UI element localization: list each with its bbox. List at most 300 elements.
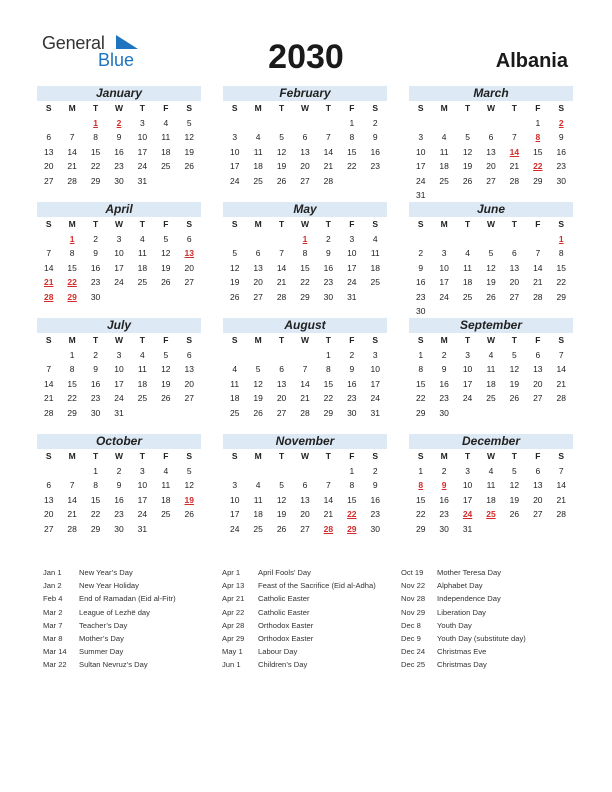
weekday-label: M — [68, 451, 76, 461]
day-cell: 30 — [114, 175, 124, 186]
day-cell: 28 — [43, 407, 54, 418]
holiday-entry — [222, 632, 376, 645]
week-row — [223, 391, 387, 406]
day-cell: 26 — [253, 407, 263, 418]
weekday-header — [37, 101, 201, 116]
day-cell: 10 — [462, 364, 473, 374]
day-cell: 12 — [509, 364, 520, 374]
empty-day-cell — [479, 116, 502, 131]
day-cell: 7 — [512, 132, 517, 142]
day-cell: 31 — [462, 523, 473, 534]
weekday-label: W — [486, 219, 495, 229]
weekday-label: T — [511, 219, 517, 229]
day-cell: 4 — [163, 465, 169, 476]
empty-day-cell — [154, 406, 177, 421]
weekday-label: S — [558, 335, 565, 345]
day-cell: 4 — [488, 465, 494, 476]
day-cell: 16 — [90, 378, 101, 389]
empty-day-cell — [246, 464, 269, 479]
day-cell: 11 — [439, 146, 449, 157]
week-row — [37, 507, 201, 522]
month-title: March — [409, 86, 573, 101]
holiday-date: Mar 2 — [43, 607, 63, 617]
weekday-label: S — [186, 335, 193, 345]
weekday-label: W — [486, 335, 495, 345]
empty-day-cell — [223, 232, 246, 247]
empty-day-cell — [317, 464, 340, 479]
empty-day-cell — [479, 232, 502, 247]
week-row — [409, 348, 573, 363]
day-cell: 17 — [415, 161, 426, 171]
day-cell: 21 — [67, 509, 77, 519]
day-cell: 5 — [465, 132, 470, 142]
day-cell: 30 — [90, 407, 101, 418]
week-row — [37, 362, 201, 377]
logo-text-blue: Blue — [98, 50, 135, 70]
day-cell: 2 — [349, 349, 355, 360]
empty-day-cell — [37, 464, 60, 479]
weekday-label: T — [464, 103, 471, 113]
day-cell: 1 — [418, 349, 424, 360]
day-cell: 5 — [279, 480, 284, 490]
weekday-label: T — [139, 219, 145, 229]
day-cell: 26 — [184, 161, 194, 171]
day-cell: 3 — [116, 233, 122, 244]
weekday-label: T — [92, 335, 99, 345]
empty-day-cell — [154, 290, 177, 305]
holiday-day-cell: 1 — [69, 233, 75, 244]
weekday-label: M — [440, 451, 448, 461]
day-cell: 18 — [137, 262, 148, 273]
day-cell: 27 — [184, 393, 194, 403]
day-cell: 19 — [253, 393, 263, 403]
holiday-date: Nov 22 — [401, 581, 426, 591]
month-title: September — [409, 318, 573, 333]
holiday-name: Feast of the Sacrifice (Eid al-Adha) — [258, 581, 376, 591]
week-row — [409, 478, 573, 493]
day-cell: 16 — [90, 262, 101, 273]
empty-day-cell — [340, 174, 363, 189]
day-cell: 16 — [323, 262, 334, 273]
weekday-label: F — [163, 219, 169, 229]
holiday-day-cell: 24 — [462, 509, 473, 519]
holiday-date: Apr 22 — [222, 607, 245, 617]
day-cell: 17 — [229, 509, 240, 519]
weekday-label: W — [300, 335, 309, 345]
day-cell: 9 — [116, 480, 122, 490]
holiday-name: Orthodox Easter — [258, 620, 314, 630]
day-cell: 18 — [161, 494, 171, 505]
day-cell: 26 — [486, 291, 496, 302]
day-cell: 18 — [462, 277, 473, 287]
empty-day-cell — [131, 406, 154, 421]
week-row — [409, 130, 573, 145]
day-cell: 23 — [439, 509, 449, 519]
empty-day-cell — [154, 522, 177, 537]
day-cell: 18 — [439, 161, 449, 171]
weekday-label: S — [45, 335, 52, 345]
holiday-date: Jan 2 — [43, 581, 62, 591]
day-cell: 6 — [255, 248, 261, 258]
day-cell: 30 — [439, 523, 449, 534]
day-cell: 25 — [253, 523, 263, 534]
empty-day-cell — [479, 406, 502, 421]
day-cell: 17 — [137, 494, 148, 505]
day-cell: 8 — [558, 248, 564, 258]
day-cell: 15 — [323, 378, 334, 389]
holiday-entry — [401, 579, 526, 592]
day-cell: 4 — [488, 349, 494, 360]
day-cell: 11 — [137, 364, 147, 374]
day-cell: 2 — [441, 465, 447, 476]
day-cell: 14 — [43, 262, 54, 273]
day-cell: 21 — [323, 161, 334, 171]
day-cell: 20 — [43, 509, 54, 519]
day-cell: 14 — [276, 262, 287, 273]
day-cell: 14 — [556, 364, 566, 374]
weekday-label: S — [231, 219, 238, 229]
weekday-label: T — [325, 451, 331, 461]
day-cell: 16 — [114, 146, 124, 157]
holiday-name: End of Ramadan (Eid al-Fitr) — [79, 594, 176, 604]
holiday-column-1 — [43, 566, 176, 672]
day-cell: 25 — [229, 407, 240, 418]
week-row — [223, 246, 387, 261]
weekday-header — [37, 217, 201, 232]
day-cell: 23 — [370, 161, 380, 171]
month-title: July — [37, 318, 201, 333]
day-cell: 3 — [349, 233, 355, 244]
day-cell: 27 — [300, 175, 310, 186]
weekday-label: S — [417, 451, 424, 461]
day-cell: 10 — [462, 480, 473, 490]
day-cell: 15 — [300, 262, 310, 273]
day-cell: 24 — [415, 175, 426, 186]
week-row — [223, 507, 387, 522]
day-cell: 4 — [372, 233, 378, 244]
empty-day-cell — [154, 174, 177, 189]
day-cell: 26 — [276, 523, 287, 534]
day-cell: 24 — [347, 277, 357, 287]
empty-day-cell — [456, 188, 479, 203]
day-cell: 27 — [253, 291, 263, 302]
empty-day-cell — [456, 406, 479, 421]
day-cell: 30 — [370, 523, 380, 534]
day-cell: 13 — [184, 364, 194, 374]
day-cell: 9 — [93, 248, 98, 258]
empty-day-cell — [270, 232, 293, 247]
day-cell: 6 — [46, 132, 52, 142]
empty-day-cell — [293, 464, 316, 479]
holiday-entry — [401, 632, 526, 645]
weekday-header — [223, 449, 387, 464]
day-cell: 28 — [300, 407, 310, 418]
week-row — [409, 246, 573, 261]
holiday-date: Apr 29 — [222, 633, 245, 643]
day-cell: 19 — [509, 378, 520, 389]
week-row — [409, 275, 573, 290]
day-cell: 18 — [161, 146, 171, 157]
day-cell: 11 — [161, 132, 171, 142]
day-cell: 10 — [137, 132, 148, 142]
holiday-name: Teacher’s Day — [79, 620, 128, 630]
day-cell: 27 — [43, 523, 54, 534]
day-cell: 20 — [509, 277, 520, 287]
weekday-label: T — [325, 219, 331, 229]
month-april — [37, 202, 201, 304]
week-row — [37, 348, 201, 363]
day-cell: 16 — [370, 146, 380, 157]
holiday-name: Youth Day — [437, 620, 472, 630]
week-row — [37, 130, 201, 145]
day-cell: 21 — [509, 161, 520, 171]
day-cell: 23 — [347, 393, 357, 403]
weekday-label: T — [464, 219, 471, 229]
empty-day-cell — [432, 116, 455, 131]
day-cell: 3 — [232, 132, 238, 142]
day-cell: 20 — [184, 262, 194, 273]
week-row — [37, 261, 201, 276]
holiday-name: Liberation Day — [437, 607, 486, 617]
day-cell: 3 — [116, 349, 122, 360]
day-cell: 5 — [488, 248, 494, 258]
day-cell: 6 — [302, 132, 308, 142]
day-cell: 26 — [161, 393, 171, 403]
day-cell: 8 — [418, 364, 424, 374]
day-cell: 7 — [558, 349, 564, 360]
page-header — [0, 0, 612, 80]
holiday-name: April Fools’ Day — [258, 568, 311, 577]
holiday-day-cell: 8 — [418, 480, 424, 490]
day-cell: 23 — [439, 393, 449, 403]
weekday-label: M — [68, 335, 76, 345]
day-cell: 4 — [232, 364, 238, 374]
holiday-entry — [222, 645, 376, 658]
day-cell: 20 — [253, 277, 263, 287]
holiday-day-cell: 1 — [93, 117, 98, 128]
day-cell: 26 — [184, 509, 194, 519]
weekday-label: W — [114, 219, 123, 229]
day-cell: 21 — [43, 393, 54, 403]
day-cell: 9 — [441, 364, 447, 374]
month-january — [37, 86, 201, 188]
day-cell: 17 — [370, 378, 380, 389]
day-cell: 11 — [463, 262, 472, 273]
week-row — [409, 290, 573, 305]
empty-day-cell — [456, 116, 479, 131]
day-cell: 16 — [114, 494, 124, 505]
day-cell: 30 — [439, 407, 449, 418]
weekday-header — [409, 333, 573, 348]
day-cell: 8 — [69, 364, 75, 374]
week-row — [223, 232, 387, 247]
day-cell: 5 — [232, 248, 238, 258]
holiday-entry — [401, 592, 526, 605]
holiday-entry — [222, 606, 376, 619]
day-cell: 4 — [441, 132, 447, 142]
holiday-entry — [401, 566, 526, 579]
day-cell: 18 — [137, 378, 148, 389]
weekday-label: M — [254, 219, 262, 229]
empty-day-cell — [270, 348, 293, 363]
empty-day-cell — [293, 116, 316, 131]
holiday-name: Mother Teresa Day — [437, 568, 502, 577]
day-cell: 10 — [415, 146, 426, 157]
day-cell: 6 — [535, 349, 541, 360]
holiday-entry — [43, 645, 176, 658]
day-cell: 17 — [229, 161, 240, 171]
day-cell: 8 — [326, 364, 331, 374]
day-cell: 20 — [533, 378, 543, 389]
holiday-day-cell: 29 — [347, 523, 357, 534]
weekday-label: F — [349, 103, 355, 113]
week-row — [409, 493, 573, 508]
month-november — [223, 434, 387, 536]
holiday-name: Catholic Easter — [258, 594, 310, 604]
day-cell: 22 — [556, 277, 566, 287]
day-cell: 21 — [556, 494, 566, 505]
day-cell: 25 — [370, 277, 380, 287]
week-row — [37, 464, 201, 479]
holiday-name: Youth Day (substitute day) — [437, 633, 526, 643]
day-cell: 23 — [323, 277, 334, 287]
day-cell: 28 — [323, 175, 334, 186]
day-cell: 8 — [69, 248, 75, 258]
day-cell: 12 — [184, 480, 194, 490]
holiday-day-cell: 1 — [302, 233, 308, 244]
day-cell: 11 — [230, 378, 240, 389]
day-cell: 23 — [90, 393, 101, 403]
weekday-label: W — [300, 451, 309, 461]
day-cell: 29 — [323, 407, 334, 418]
empty-day-cell — [37, 232, 60, 247]
holiday-name: New Year’s Day — [79, 568, 133, 577]
holiday-day-cell: 28 — [323, 523, 334, 534]
day-cell: 31 — [114, 407, 124, 418]
day-cell: 6 — [512, 248, 517, 258]
weekday-label: T — [325, 335, 331, 345]
day-cell: 24 — [137, 161, 148, 171]
day-cell: 7 — [558, 465, 564, 476]
holiday-date: Mar 7 — [43, 620, 63, 630]
empty-day-cell — [526, 522, 549, 537]
month-may — [223, 202, 387, 304]
holiday-date: Dec 9 — [401, 633, 421, 643]
weekday-label: F — [535, 103, 541, 113]
day-cell: 10 — [347, 248, 357, 258]
day-cell: 1 — [69, 349, 75, 360]
weekday-header — [409, 217, 573, 232]
day-cell: 18 — [253, 161, 263, 171]
weekday-label: S — [372, 219, 379, 229]
day-cell: 28 — [509, 175, 520, 186]
day-cell: 2 — [93, 349, 98, 360]
day-cell: 26 — [276, 175, 287, 186]
week-row — [37, 377, 201, 392]
holiday-date: Oct 19 — [401, 568, 424, 577]
weekday-label: S — [45, 451, 52, 461]
holiday-column-2 — [222, 566, 376, 672]
weekday-header — [409, 449, 573, 464]
weekday-label: T — [278, 451, 285, 461]
day-cell: 29 — [67, 407, 77, 418]
weekday-label: W — [300, 103, 309, 113]
day-cell: 31 — [415, 190, 426, 200]
day-cell: 25 — [439, 175, 449, 186]
day-cell: 25 — [161, 509, 171, 519]
day-cell: 17 — [114, 378, 124, 389]
week-row — [409, 188, 573, 203]
day-cell: 5 — [163, 349, 169, 360]
day-cell: 30 — [347, 407, 357, 418]
day-cell: 29 — [90, 523, 101, 534]
holiday-entry — [43, 606, 176, 619]
day-cell: 17 — [462, 378, 473, 389]
holiday-entry — [222, 566, 376, 579]
day-cell: 25 — [137, 277, 148, 287]
empty-day-cell — [223, 116, 246, 131]
day-cell: 22 — [415, 509, 426, 519]
weekday-label: S — [231, 103, 238, 113]
month-february — [223, 86, 387, 188]
day-cell: 2 — [372, 465, 378, 476]
month-title: December — [409, 434, 573, 449]
day-cell: 30 — [556, 175, 566, 186]
week-row — [409, 464, 573, 479]
empty-day-cell — [526, 188, 549, 203]
empty-day-cell — [503, 232, 526, 247]
day-cell: 30 — [415, 306, 426, 316]
holiday-entry — [222, 579, 376, 592]
week-row — [223, 522, 387, 537]
day-cell: 9 — [418, 262, 424, 273]
day-cell: 20 — [300, 509, 310, 519]
day-cell: 30 — [90, 291, 101, 302]
day-cell: 14 — [556, 480, 566, 490]
day-cell: 29 — [556, 291, 566, 302]
day-cell: 11 — [370, 248, 380, 258]
day-cell: 13 — [533, 480, 543, 490]
weekday-label: T — [92, 451, 99, 461]
week-row — [223, 116, 387, 131]
day-cell: 3 — [418, 132, 424, 142]
day-cell: 21 — [556, 378, 566, 389]
day-cell: 5 — [255, 364, 261, 374]
day-cell: 23 — [556, 161, 566, 171]
empty-day-cell — [456, 304, 479, 319]
week-row — [37, 145, 201, 160]
day-cell: 13 — [276, 378, 287, 389]
day-cell: 8 — [302, 248, 308, 258]
week-row — [409, 159, 573, 174]
week-row — [409, 377, 573, 392]
holiday-day-cell: 21 — [43, 277, 54, 287]
day-cell: 1 — [349, 465, 355, 476]
weekday-label: S — [558, 451, 565, 461]
holiday-date: Dec 8 — [401, 620, 421, 630]
weekday-label: F — [349, 219, 355, 229]
day-cell: 10 — [137, 480, 148, 490]
day-cell: 23 — [114, 509, 124, 519]
empty-day-cell — [503, 116, 526, 131]
week-row — [37, 232, 201, 247]
day-cell: 9 — [116, 132, 122, 142]
holiday-entry — [43, 632, 176, 645]
day-cell: 6 — [186, 349, 192, 360]
day-cell: 4 — [163, 117, 169, 128]
day-cell: 14 — [323, 494, 334, 505]
day-cell: 22 — [300, 277, 310, 287]
